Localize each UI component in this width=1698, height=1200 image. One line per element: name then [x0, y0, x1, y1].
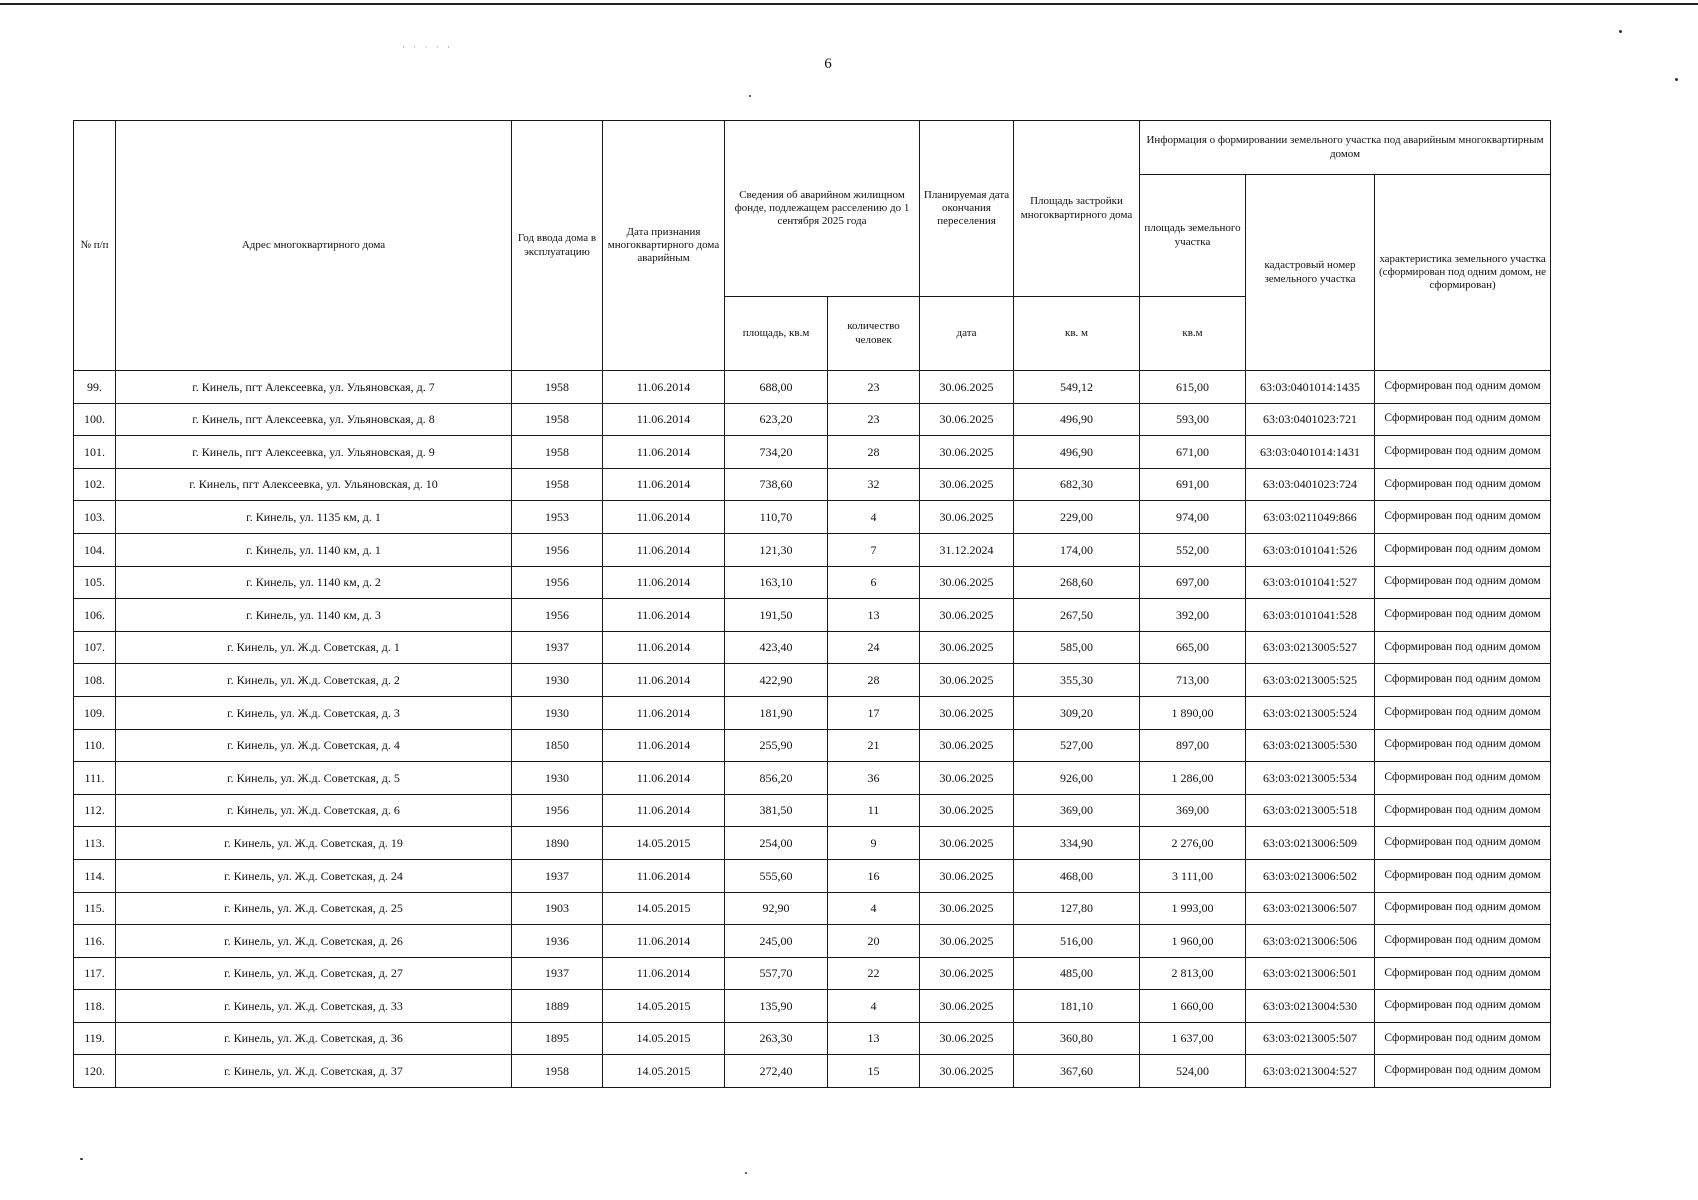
cell-planned-date: 30.06.2025 — [920, 468, 1014, 501]
cell-people: 7 — [828, 533, 920, 566]
cell-recognition-date: 11.06.2014 — [603, 566, 725, 599]
cell-area: 381,50 — [725, 794, 828, 827]
cell-number: 99. — [74, 371, 116, 404]
cell-address: г. Кинель, ул. Ж.д. Советская, д. 1 — [116, 631, 512, 664]
cell-address: г. Кинель, ул. Ж.д. Советская, д. 6 — [116, 794, 512, 827]
cell-recognition-date: 11.06.2014 — [603, 664, 725, 697]
cell-building-area: 229,00 — [1014, 501, 1140, 534]
cell-cadastral: 63:03:0211049:866 — [1246, 501, 1375, 534]
cell-address: г. Кинель, пгт Алексеевка, ул. Ульяновская, д. 9 — [116, 436, 512, 469]
cell-building-area: 369,00 — [1014, 794, 1140, 827]
cell-area: 688,00 — [725, 371, 828, 404]
header-land-area: площадь земельного участка — [1140, 175, 1246, 297]
cell-people: 13 — [828, 599, 920, 632]
cell-number: 101. — [74, 436, 116, 469]
cell-cadastral: 63:03:0101041:526 — [1246, 533, 1375, 566]
cell-cadastral: 63:03:0213005:534 — [1246, 762, 1375, 795]
cell-year: 1889 — [512, 990, 603, 1023]
cell-cadastral: 63:03:0101041:528 — [1246, 599, 1375, 632]
cell-number: 103. — [74, 501, 116, 534]
header-address: Адрес многоквартирного дома — [116, 121, 512, 371]
table-row — [74, 1022, 1551, 1055]
cell-cadastral: 63:03:0213004:530 — [1246, 990, 1375, 1023]
header-land-characteristic: характеристика земельного участка (сформирован под одним домом, не сформирован) — [1375, 175, 1551, 371]
cell-land-characteristic: Сформирован под одним домом — [1375, 925, 1551, 958]
cell-address: г. Кинель, пгт Алексеевка, ул. Ульяновская, д. 8 — [116, 403, 512, 436]
cell-building-area: 334,90 — [1014, 827, 1140, 860]
cell-planned-date: 30.06.2025 — [920, 892, 1014, 925]
cell-land-area: 665,00 — [1140, 631, 1246, 664]
cell-recognition-date: 11.06.2014 — [603, 436, 725, 469]
subheader-people: количество человек — [828, 297, 920, 371]
cell-recognition-date: 11.06.2014 — [603, 501, 725, 534]
cell-land-area: 2 813,00 — [1140, 957, 1246, 990]
cell-land-area: 1 890,00 — [1140, 696, 1246, 729]
cell-address: г. Кинель, ул. 1140 км, д. 1 — [116, 533, 512, 566]
cell-land-characteristic: Сформирован под одним домом — [1375, 371, 1551, 404]
cell-people: 4 — [828, 501, 920, 534]
cell-cadastral: 63:03:0213006:507 — [1246, 892, 1375, 925]
scan-speck — [1619, 30, 1622, 33]
table-row — [74, 925, 1551, 958]
cell-building-area: 682,30 — [1014, 468, 1140, 501]
table-row — [74, 827, 1551, 860]
cell-building-area: 926,00 — [1014, 762, 1140, 795]
cell-year: 1890 — [512, 827, 603, 860]
cell-land-area: 392,00 — [1140, 599, 1246, 632]
cell-number: 107. — [74, 631, 116, 664]
cell-recognition-date: 11.06.2014 — [603, 599, 725, 632]
cell-area: 245,00 — [725, 925, 828, 958]
cell-land-characteristic: Сформирован под одним домом — [1375, 990, 1551, 1023]
table-row — [74, 729, 1551, 762]
cell-year: 1850 — [512, 729, 603, 762]
cell-year: 1895 — [512, 1022, 603, 1055]
cell-recognition-date: 11.06.2014 — [603, 371, 725, 404]
cell-planned-date: 30.06.2025 — [920, 925, 1014, 958]
cell-cadastral: 63:03:0213006:502 — [1246, 859, 1375, 892]
cell-number: 117. — [74, 957, 116, 990]
cell-area: 422,90 — [725, 664, 828, 697]
cell-cadastral: 63:03:0213005:530 — [1246, 729, 1375, 762]
scan-speck — [745, 1172, 747, 1174]
table-row — [74, 468, 1551, 501]
cell-people: 6 — [828, 566, 920, 599]
cell-number: 116. — [74, 925, 116, 958]
cell-number: 114. — [74, 859, 116, 892]
cell-people: 4 — [828, 990, 920, 1023]
cell-address: г. Кинель, ул. Ж.д. Советская, д. 37 — [116, 1055, 512, 1088]
cell-year: 1956 — [512, 794, 603, 827]
cell-planned-date: 30.06.2025 — [920, 664, 1014, 697]
cell-building-area: 355,30 — [1014, 664, 1140, 697]
cell-land-characteristic: Сформирован под одним домом — [1375, 957, 1551, 990]
cell-planned-date: 30.06.2025 — [920, 762, 1014, 795]
cell-land-area: 1 286,00 — [1140, 762, 1246, 795]
cell-recognition-date: 11.06.2014 — [603, 403, 725, 436]
cell-building-area: 527,00 — [1014, 729, 1140, 762]
cell-building-area: 267,50 — [1014, 599, 1140, 632]
cell-cadastral: 63:03:0213006:506 — [1246, 925, 1375, 958]
cell-number: 110. — [74, 729, 116, 762]
cell-land-area: 713,00 — [1140, 664, 1246, 697]
cell-building-area: 181,10 — [1014, 990, 1140, 1023]
table-row — [74, 566, 1551, 599]
cell-address: г. Кинель, ул. Ж.д. Советская, д. 24 — [116, 859, 512, 892]
cell-number: 112. — [74, 794, 116, 827]
subheader-date: дата — [920, 297, 1014, 371]
table-row — [74, 631, 1551, 664]
cell-area: 555,60 — [725, 859, 828, 892]
cell-area: 92,90 — [725, 892, 828, 925]
cell-cadastral: 63:03:0213006:509 — [1246, 827, 1375, 860]
scan-noise: · · · · · — [402, 42, 453, 52]
cell-cadastral: 63:03:0213005:507 — [1246, 1022, 1375, 1055]
cell-address: г. Кинель, ул. 1140 км, д. 2 — [116, 566, 512, 599]
cell-planned-date: 30.06.2025 — [920, 501, 1014, 534]
cell-land-characteristic: Сформирован под одним домом — [1375, 1022, 1551, 1055]
cell-land-area: 552,00 — [1140, 533, 1246, 566]
cell-year: 1937 — [512, 859, 603, 892]
cell-year: 1953 — [512, 501, 603, 534]
cell-recognition-date: 11.06.2014 — [603, 957, 725, 990]
cell-planned-date: 30.06.2025 — [920, 631, 1014, 664]
cell-land-area: 897,00 — [1140, 729, 1246, 762]
cell-number: 113. — [74, 827, 116, 860]
cell-people: 23 — [828, 371, 920, 404]
cell-year: 1937 — [512, 631, 603, 664]
cell-building-area: 127,80 — [1014, 892, 1140, 925]
cell-people: 4 — [828, 892, 920, 925]
scan-speck — [749, 95, 751, 97]
cell-planned-date: 30.06.2025 — [920, 1055, 1014, 1088]
cell-recognition-date: 11.06.2014 — [603, 631, 725, 664]
table-row — [74, 990, 1551, 1023]
cell-land-area: 524,00 — [1140, 1055, 1246, 1088]
cell-people: 24 — [828, 631, 920, 664]
cell-cadastral: 63:03:0213005:524 — [1246, 696, 1375, 729]
cell-number: 120. — [74, 1055, 116, 1088]
subheader-area: площадь, кв.м — [725, 297, 828, 371]
cell-number: 105. — [74, 566, 116, 599]
cell-number: 108. — [74, 664, 116, 697]
cell-area: 135,90 — [725, 990, 828, 1023]
cell-cadastral: 63:03:0213005:518 — [1246, 794, 1375, 827]
cell-address: г. Кинель, ул. Ж.д. Советская, д. 36 — [116, 1022, 512, 1055]
table-row — [74, 859, 1551, 892]
cell-year: 1930 — [512, 696, 603, 729]
cell-land-characteristic: Сформирован под одним домом — [1375, 892, 1551, 925]
cell-land-characteristic: Сформирован под одним домом — [1375, 859, 1551, 892]
subheader-land-unit: кв.м — [1140, 297, 1246, 371]
subheader-building-unit: кв. м — [1014, 297, 1140, 371]
cell-address: г. Кинель, пгт Алексеевка, ул. Ульяновская, д. 7 — [116, 371, 512, 404]
cell-planned-date: 30.06.2025 — [920, 436, 1014, 469]
cell-planned-date: 30.06.2025 — [920, 371, 1014, 404]
cell-land-area: 1 993,00 — [1140, 892, 1246, 925]
cell-cadastral: 63:03:0101041:527 — [1246, 566, 1375, 599]
cell-land-area: 615,00 — [1140, 371, 1246, 404]
cell-people: 28 — [828, 436, 920, 469]
cell-area: 272,40 — [725, 1055, 828, 1088]
cell-people: 32 — [828, 468, 920, 501]
cell-number: 115. — [74, 892, 116, 925]
cell-land-area: 1 637,00 — [1140, 1022, 1246, 1055]
cell-year: 1956 — [512, 566, 603, 599]
header-building-area: Площадь застройки многоквартирного дома — [1014, 121, 1140, 297]
cell-year: 1958 — [512, 468, 603, 501]
cell-planned-date: 30.06.2025 — [920, 827, 1014, 860]
cell-land-characteristic: Сформирован под одним домом — [1375, 729, 1551, 762]
cell-address: г. Кинель, ул. Ж.д. Советская, д. 5 — [116, 762, 512, 795]
cell-planned-date: 30.06.2025 — [920, 403, 1014, 436]
cell-planned-date: 30.06.2025 — [920, 859, 1014, 892]
header-year: Год ввода дома в эксплуатацию — [512, 121, 603, 371]
cell-address: г. Кинель, ул. Ж.д. Советская, д. 26 — [116, 925, 512, 958]
table-row — [74, 794, 1551, 827]
cell-area: 263,30 — [725, 1022, 828, 1055]
cell-people: 23 — [828, 403, 920, 436]
emergency-housing-table — [73, 120, 1551, 1088]
cell-planned-date: 30.06.2025 — [920, 599, 1014, 632]
table-row — [74, 533, 1551, 566]
table-row — [74, 762, 1551, 795]
cell-number: 100. — [74, 403, 116, 436]
cell-area: 163,10 — [725, 566, 828, 599]
table-row — [74, 664, 1551, 697]
cell-area: 738,60 — [725, 468, 828, 501]
cell-people: 28 — [828, 664, 920, 697]
scan-speck — [1675, 78, 1678, 81]
cell-year: 1958 — [512, 403, 603, 436]
table-row — [74, 501, 1551, 534]
cell-year: 1958 — [512, 371, 603, 404]
cell-building-area: 496,90 — [1014, 436, 1140, 469]
cell-people: 11 — [828, 794, 920, 827]
cell-planned-date: 30.06.2025 — [920, 729, 1014, 762]
cell-land-characteristic: Сформирован под одним домом — [1375, 664, 1551, 697]
cell-people: 36 — [828, 762, 920, 795]
cell-recognition-date: 14.05.2015 — [603, 1022, 725, 1055]
cell-land-characteristic: Сформирован под одним домом — [1375, 762, 1551, 795]
cell-recognition-date: 11.06.2014 — [603, 925, 725, 958]
cell-land-characteristic: Сформирован под одним домом — [1375, 696, 1551, 729]
cell-number: 102. — [74, 468, 116, 501]
table-row — [74, 599, 1551, 632]
cell-recognition-date: 11.06.2014 — [603, 533, 725, 566]
cell-year: 1903 — [512, 892, 603, 925]
cell-area: 191,50 — [725, 599, 828, 632]
cell-land-characteristic: Сформирован под одним домом — [1375, 403, 1551, 436]
cell-building-area: 485,00 — [1014, 957, 1140, 990]
cell-address: г. Кинель, ул. Ж.д. Советская, д. 27 — [116, 957, 512, 990]
cell-year: 1956 — [512, 599, 603, 632]
cell-planned-date: 30.06.2025 — [920, 1022, 1014, 1055]
cell-area: 856,20 — [725, 762, 828, 795]
page-number: 6 — [824, 56, 832, 72]
table-row — [74, 696, 1551, 729]
cell-cadastral: 63:03:0213006:501 — [1246, 957, 1375, 990]
cell-land-area: 697,00 — [1140, 566, 1246, 599]
table-row — [74, 436, 1551, 469]
cell-people: 17 — [828, 696, 920, 729]
cell-land-area: 974,00 — [1140, 501, 1246, 534]
cell-people: 20 — [828, 925, 920, 958]
cell-area: 110,70 — [725, 501, 828, 534]
cell-people: 16 — [828, 859, 920, 892]
cell-year: 1937 — [512, 957, 603, 990]
cell-year: 1930 — [512, 664, 603, 697]
cell-building-area: 496,90 — [1014, 403, 1140, 436]
cell-land-area: 671,00 — [1140, 436, 1246, 469]
cell-land-area: 3 111,00 — [1140, 859, 1246, 892]
cell-year: 1930 — [512, 762, 603, 795]
table-row — [74, 371, 1551, 404]
cell-number: 118. — [74, 990, 116, 1023]
cell-recognition-date: 14.05.2015 — [603, 990, 725, 1023]
cell-area: 557,70 — [725, 957, 828, 990]
cell-number: 111. — [74, 762, 116, 795]
cell-cadastral: 63:03:0213005:527 — [1246, 631, 1375, 664]
cell-building-area: 585,00 — [1014, 631, 1140, 664]
cell-people: 21 — [828, 729, 920, 762]
cell-address: г. Кинель, ул. 1135 км, д. 1 — [116, 501, 512, 534]
cell-land-characteristic: Сформирован под одним домом — [1375, 599, 1551, 632]
cell-address: г. Кинель, ул. Ж.д. Советская, д. 19 — [116, 827, 512, 860]
cell-people: 22 — [828, 957, 920, 990]
cell-address: г. Кинель, ул. Ж.д. Советская, д. 2 — [116, 664, 512, 697]
cell-building-area: 309,20 — [1014, 696, 1140, 729]
cell-land-characteristic: Сформирован под одним домом — [1375, 794, 1551, 827]
cell-planned-date: 30.06.2025 — [920, 957, 1014, 990]
scan-top-border — [0, 3, 1698, 5]
cell-year: 1956 — [512, 533, 603, 566]
header-planned-date: Планируемая дата окончания переселения — [920, 121, 1014, 297]
cell-land-characteristic: Сформирован под одним домом — [1375, 1055, 1551, 1088]
cell-land-characteristic: Сформирован под одним домом — [1375, 827, 1551, 860]
cell-planned-date: 30.06.2025 — [920, 696, 1014, 729]
cell-year: 1936 — [512, 925, 603, 958]
cell-area: 254,00 — [725, 827, 828, 860]
cell-area: 423,40 — [725, 631, 828, 664]
cell-land-characteristic: Сформирован под одним домом — [1375, 468, 1551, 501]
cell-cadastral: 63:03:0401014:1431 — [1246, 436, 1375, 469]
cell-people: 15 — [828, 1055, 920, 1088]
header-fund-group: Сведения об аварийном жилищном фонде, подлежащем расселению до 1 сентября 2025 года — [725, 121, 920, 297]
cell-address: г. Кинель, ул. Ж.д. Советская, д. 33 — [116, 990, 512, 1023]
cell-people: 9 — [828, 827, 920, 860]
cell-land-characteristic: Сформирован под одним домом — [1375, 533, 1551, 566]
cell-address: г. Кинель, ул. Ж.д. Советская, д. 4 — [116, 729, 512, 762]
cell-area: 623,20 — [725, 403, 828, 436]
cell-address: г. Кинель, ул. Ж.д. Советская, д. 3 — [116, 696, 512, 729]
cell-area: 734,20 — [725, 436, 828, 469]
table-row — [74, 892, 1551, 925]
cell-recognition-date: 14.05.2015 — [603, 1055, 725, 1088]
table-body — [74, 371, 1551, 1088]
cell-address: г. Кинель, ул. 1140 км, д. 3 — [116, 599, 512, 632]
cell-land-area: 1 660,00 — [1140, 990, 1246, 1023]
cell-cadastral: 63:03:0401014:1435 — [1246, 371, 1375, 404]
cell-building-area: 549,12 — [1014, 371, 1140, 404]
cell-area: 255,90 — [725, 729, 828, 762]
cell-cadastral: 63:03:0213004:527 — [1246, 1055, 1375, 1088]
cell-building-area: 174,00 — [1014, 533, 1140, 566]
cell-planned-date: 31.12.2024 — [920, 533, 1014, 566]
table-row — [74, 403, 1551, 436]
cell-recognition-date: 11.06.2014 — [603, 794, 725, 827]
header-recognition-date: Дата признания многоквартирного дома аварийным — [603, 121, 725, 371]
scan-speck — [80, 1158, 83, 1160]
cell-building-area: 268,60 — [1014, 566, 1140, 599]
cell-recognition-date: 14.05.2015 — [603, 827, 725, 860]
cell-recognition-date: 11.06.2014 — [603, 859, 725, 892]
header-cadastral: кадастровый номер земельного участка — [1246, 175, 1375, 371]
cell-address: г. Кинель, пгт Алексеевка, ул. Ульяновская, д. 10 — [116, 468, 512, 501]
cell-land-characteristic: Сформирован под одним домом — [1375, 501, 1551, 534]
header-land-group: Информация о формировании земельного участка под аварийным многоквартирным домом — [1140, 121, 1551, 175]
cell-recognition-date: 11.06.2014 — [603, 468, 725, 501]
table-row — [74, 1055, 1551, 1088]
cell-number: 119. — [74, 1022, 116, 1055]
cell-building-area: 360,80 — [1014, 1022, 1140, 1055]
cell-year: 1958 — [512, 1055, 603, 1088]
cell-number: 104. — [74, 533, 116, 566]
cell-recognition-date: 11.06.2014 — [603, 696, 725, 729]
header-num: № п/п — [74, 121, 116, 371]
cell-building-area: 468,00 — [1014, 859, 1140, 892]
cell-number: 109. — [74, 696, 116, 729]
cell-building-area: 516,00 — [1014, 925, 1140, 958]
cell-recognition-date: 11.06.2014 — [603, 762, 725, 795]
cell-land-characteristic: Сформирован под одним домом — [1375, 436, 1551, 469]
cell-area: 121,30 — [725, 533, 828, 566]
cell-year: 1958 — [512, 436, 603, 469]
cell-land-area: 691,00 — [1140, 468, 1246, 501]
cell-planned-date: 30.06.2025 — [920, 794, 1014, 827]
cell-land-characteristic: Сформирован под одним домом — [1375, 566, 1551, 599]
cell-land-area: 593,00 — [1140, 403, 1246, 436]
cell-land-area: 1 960,00 — [1140, 925, 1246, 958]
cell-people: 13 — [828, 1022, 920, 1055]
cell-number: 106. — [74, 599, 116, 632]
cell-cadastral: 63:03:0401023:724 — [1246, 468, 1375, 501]
cell-land-characteristic: Сформирован под одним домом — [1375, 631, 1551, 664]
cell-area: 181,90 — [725, 696, 828, 729]
cell-building-area: 367,60 — [1014, 1055, 1140, 1088]
cell-land-area: 369,00 — [1140, 794, 1246, 827]
cell-planned-date: 30.06.2025 — [920, 990, 1014, 1023]
cell-land-area: 2 276,00 — [1140, 827, 1246, 860]
cell-recognition-date: 14.05.2015 — [603, 892, 725, 925]
cell-cadastral: 63:03:0401023:721 — [1246, 403, 1375, 436]
cell-address: г. Кинель, ул. Ж.д. Советская, д. 25 — [116, 892, 512, 925]
cell-recognition-date: 11.06.2014 — [603, 729, 725, 762]
cell-cadastral: 63:03:0213005:525 — [1246, 664, 1375, 697]
table-row — [74, 957, 1551, 990]
cell-planned-date: 30.06.2025 — [920, 566, 1014, 599]
